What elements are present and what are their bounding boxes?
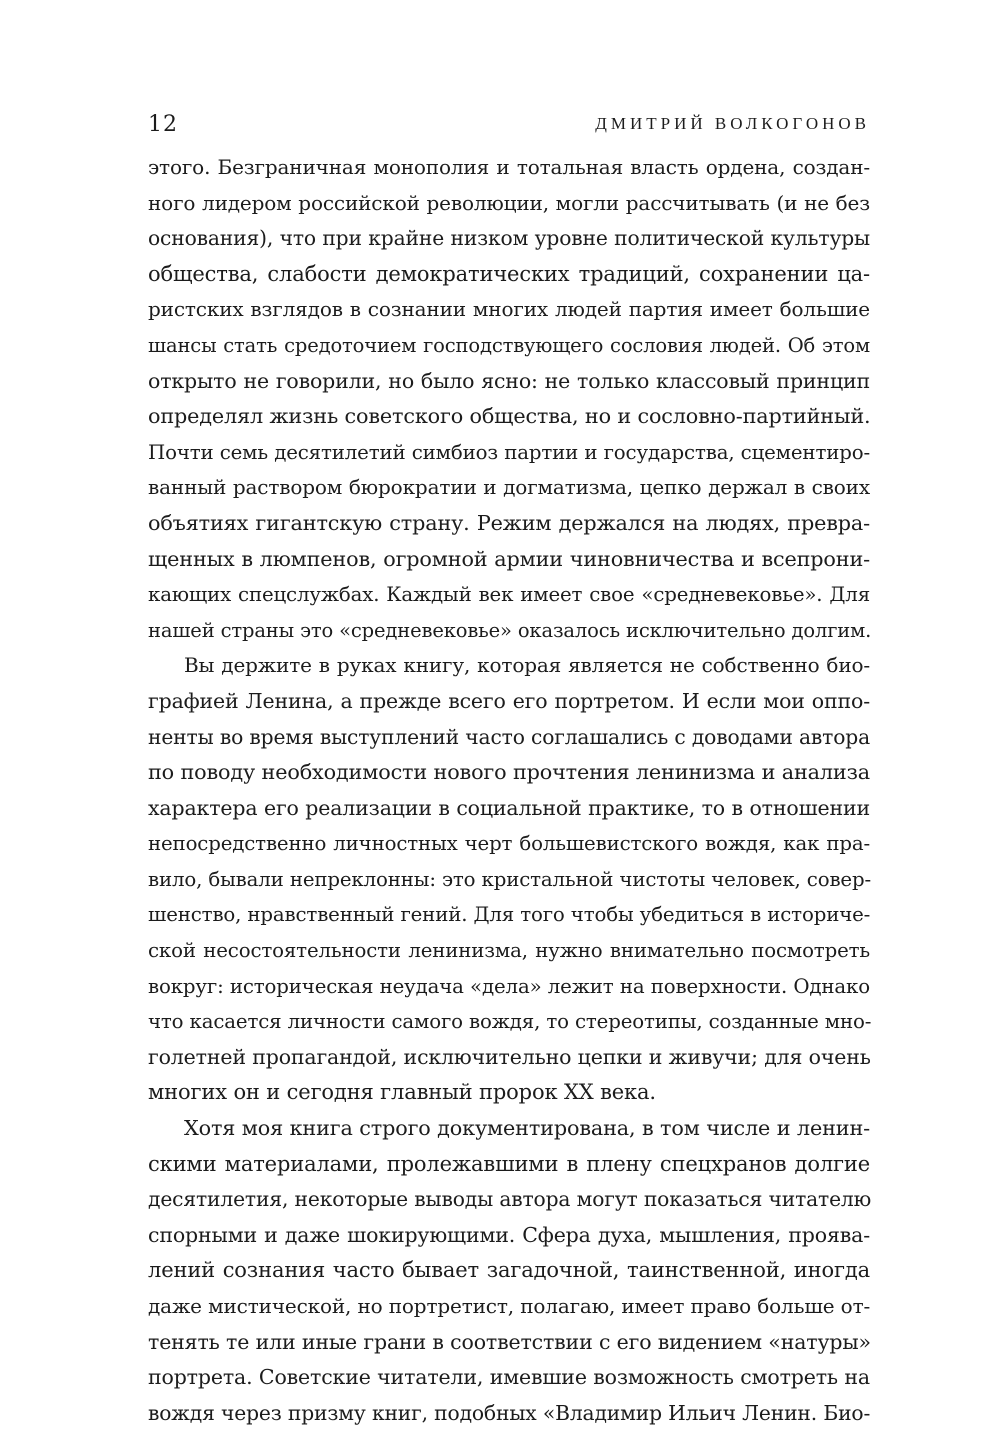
text-line: спорными и даже шокирующими. Сфера духа, мышления, проява- <box>148 1222 870 1247</box>
text-line: щенных в люмпенов, огромной армии чиновничества и всепрони- <box>148 546 870 571</box>
text-line: шансы стать средоточием господствующего сословия людей. Об этом <box>148 333 870 357</box>
text-line: открыто не говорили, но было ясно: не только классовый принцип <box>148 368 870 393</box>
page-number: 12 <box>148 112 178 137</box>
text-line: даже мистической, но портретист, полагаю, имеет право больше от- <box>148 1294 871 1318</box>
text-line: основания), что при крайне низком уровне политической культуры <box>148 226 870 251</box>
text-line: ванный раствором бюрократии и догматизма, цепко держал в своих <box>148 475 870 500</box>
running-head <box>148 112 870 142</box>
text-line: ской несостоятельности ленинизма, нужно внимательно посмотреть <box>148 939 870 963</box>
text-line: вождя через призму книг, подобных «Владимир Ильич Ленин. Био- <box>148 1400 871 1425</box>
text-line: Вы держите в руках книгу, которая является не собственно био- <box>184 653 870 678</box>
body-text <box>148 150 870 1431</box>
text-line: кающих спецслужбах. Каждый век имеет свое «средневековье». Для <box>148 583 870 607</box>
text-line: тенять те или иные грани в соответствии с его видением «натуры» <box>148 1329 871 1354</box>
text-line: ристских взглядов в сознании многих людей партия имеет большие <box>148 297 870 322</box>
text-line: вило, бывали непреклонны: это кристальной чистоты человек, совер- <box>148 867 871 891</box>
text-line: Хотя моя книга строго документирована, в том числе и ленин- <box>184 1116 870 1141</box>
text-line: скими материалами, пролежавшими в плену спецхранов долгие <box>148 1151 870 1176</box>
text-line: Почти семь десятилетий симбиоз партии и государства, сцементиро- <box>148 440 870 464</box>
text-line: нашей страны это «средневековье» оказалось исключительно долгим. <box>148 618 872 642</box>
text-line: что касается личности самого вождя, то стереотипы, созданные мно- <box>148 1010 872 1034</box>
text-line: непосредственно личностных черт большевистского вождя, как пра- <box>148 832 870 856</box>
text-line: десятилетия, некоторые выводы автора могут показаться читателю <box>148 1187 872 1212</box>
text-line: определял жизнь советского общества, но и сословно-партийный. <box>148 404 871 429</box>
text-line: ного лидером российской революции, могли рассчитывать (и не без <box>148 190 870 215</box>
text-line: этого. Безграничная монополия и тотальная власть ордена, создан- <box>148 155 870 179</box>
text-line: вокруг: историческая неудача «дела» лежит на поверхности. Однако <box>148 974 870 998</box>
running-title: ДМИТРИЙ ВОЛКОГОНОВ <box>595 114 870 133</box>
text-line: многих он и сегодня главный пророк XX века. <box>148 1080 656 1105</box>
text-line: характера его реализации в социальной практике, то в отношении <box>148 795 870 820</box>
text-line: шенство, нравственный гений. Для того чтобы убедиться в историче- <box>148 903 871 927</box>
text-line: общества, слабости демократических традиций, сохранении ца- <box>148 261 870 286</box>
text-line: графией Ленина, а прежде всего его портретом. И если мои оппо- <box>148 688 870 713</box>
text-line: лений сознания часто бывает загадочной, таинственной, иногда <box>148 1258 870 1283</box>
text-line: по поводу необходимости нового прочтения ленинизма и анализа <box>148 760 870 785</box>
text-line: портрета. Советские читатели, имевшие возможность смотреть на <box>148 1365 870 1390</box>
text-line: голетней пропагандой, исключительно цепки и живучи; для очень <box>148 1044 871 1069</box>
text-line: объятиях гигантскую страну. Режим держался на людях, превра- <box>148 510 870 535</box>
text-line: ненты во время выступлений часто соглашались с доводами автора <box>148 724 870 749</box>
